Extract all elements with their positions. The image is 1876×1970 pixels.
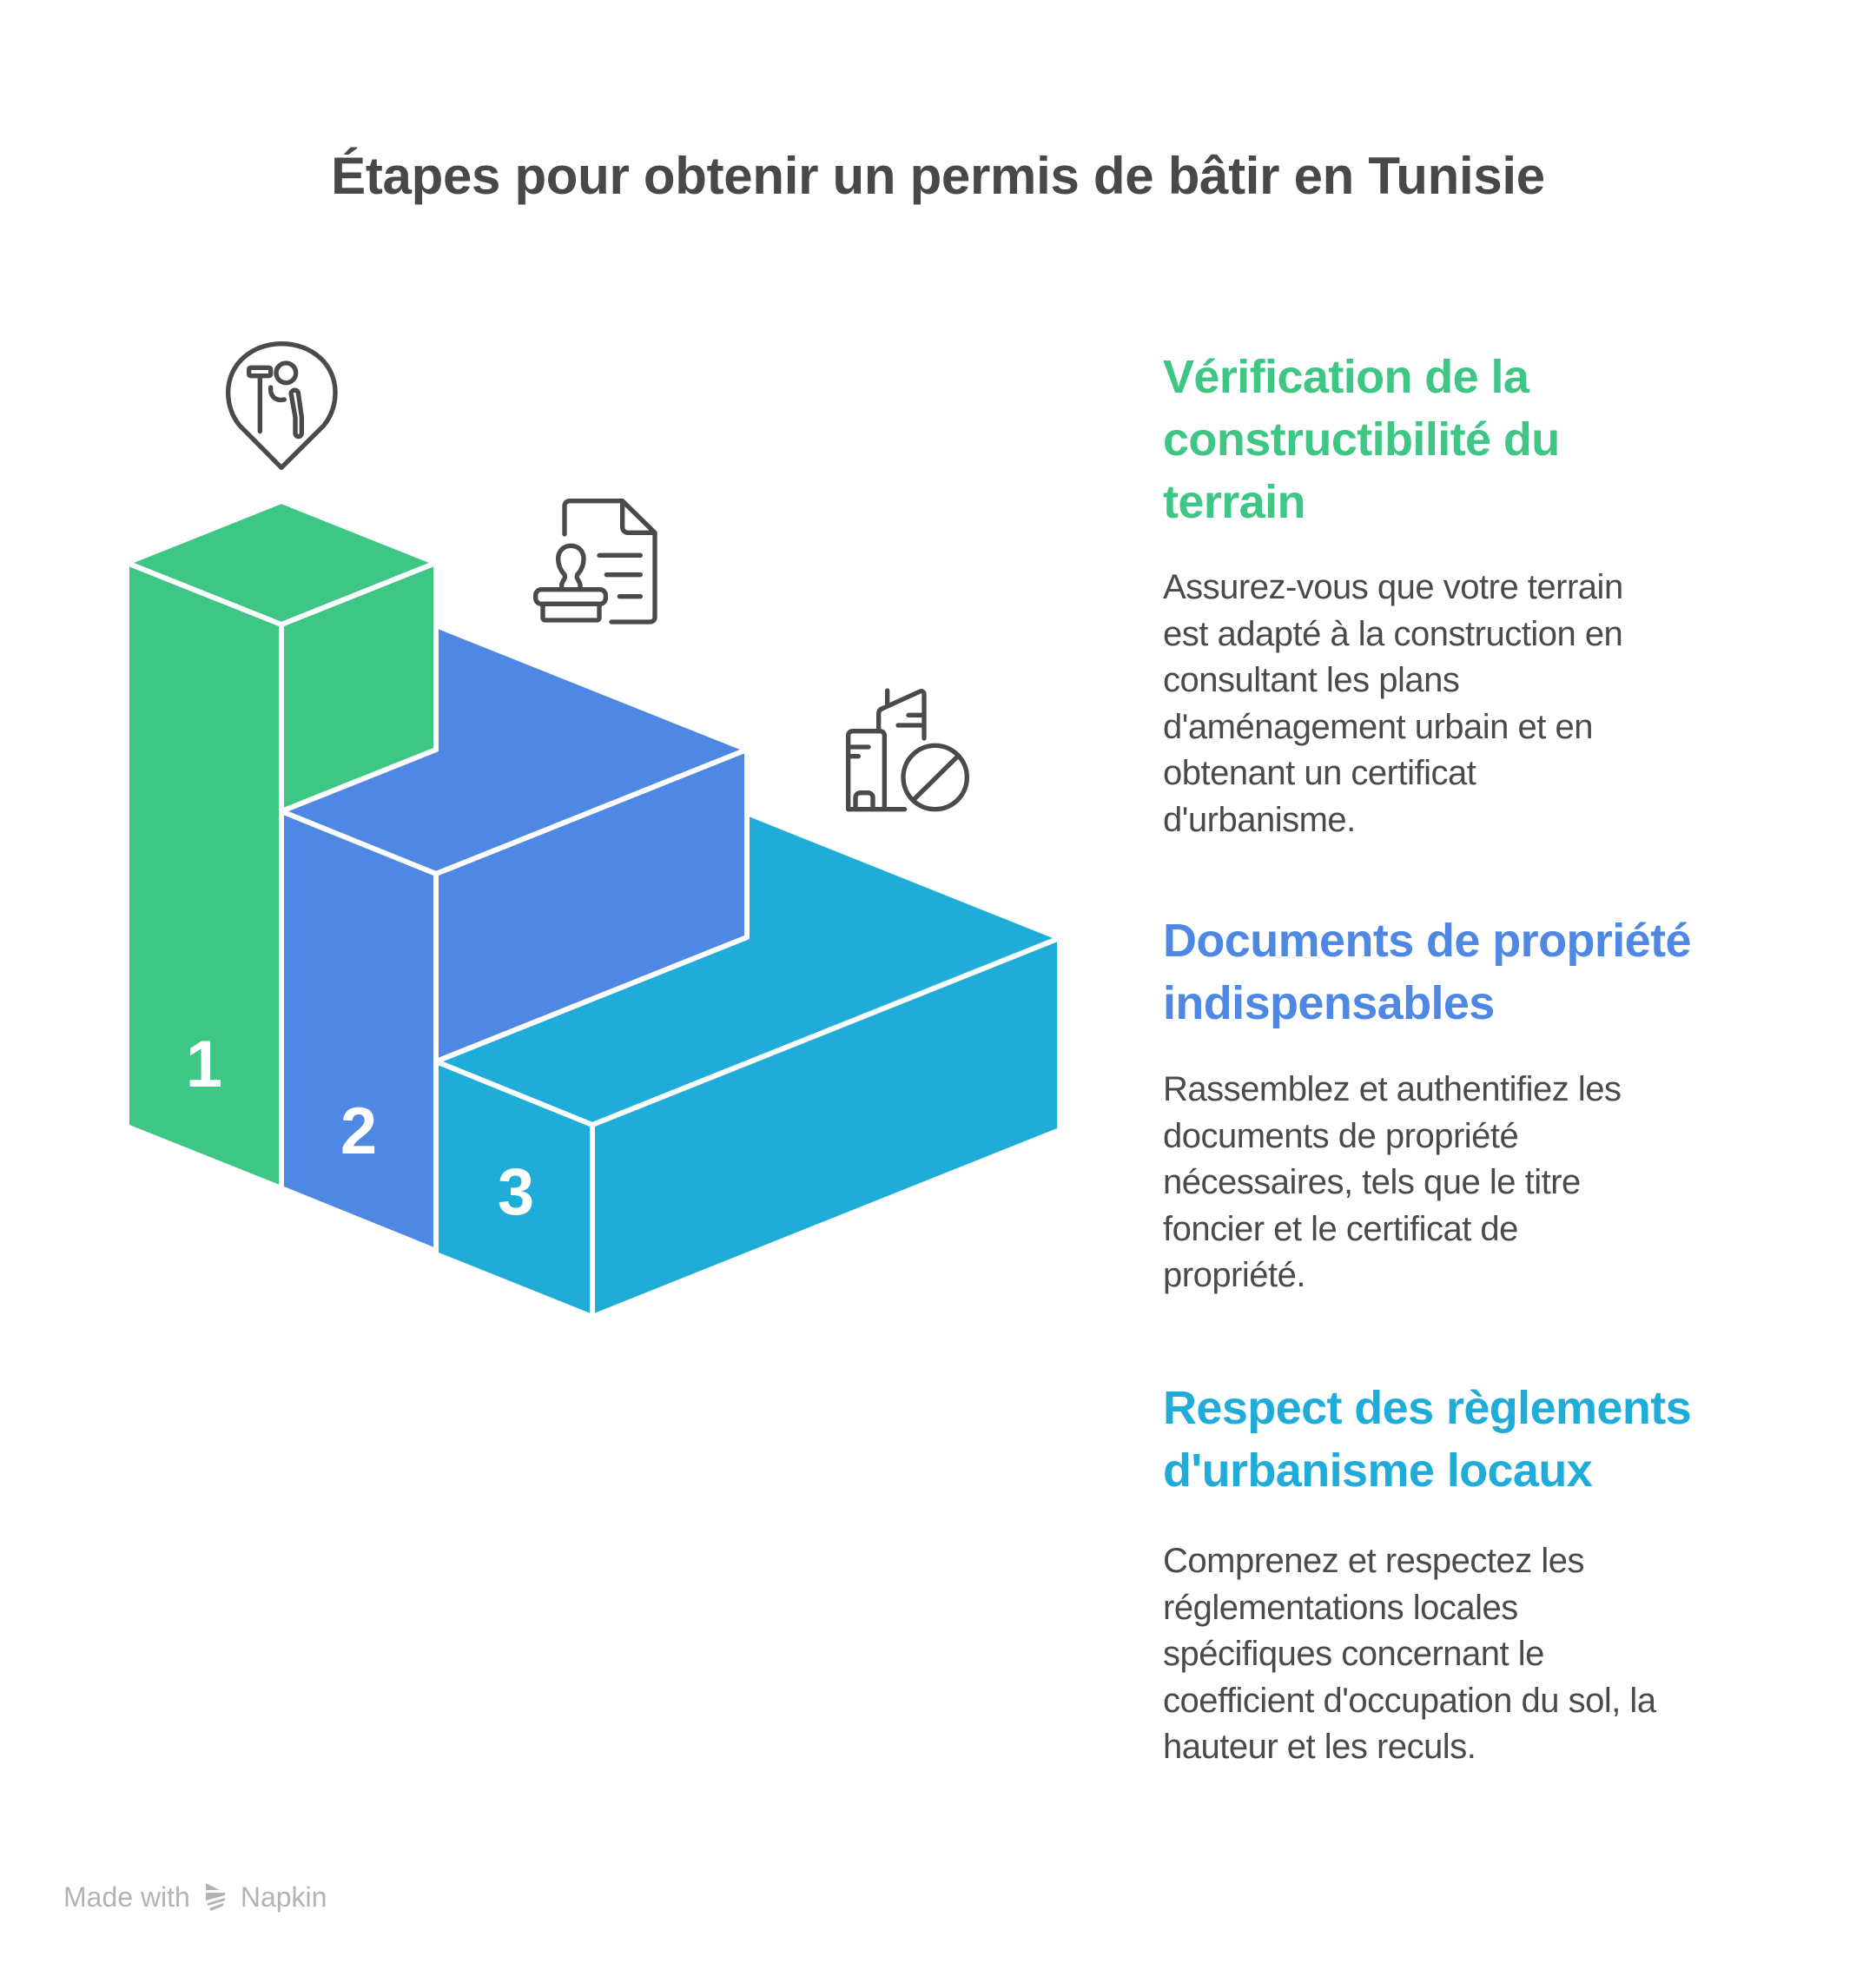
- step-1-heading: [1163, 346, 1823, 533]
- step-2-number: 2: [340, 1094, 378, 1168]
- step-2-left-face: [281, 811, 436, 1251]
- step-3-description-line: réglementations locales: [1163, 1588, 1518, 1627]
- step-1-description-line: d'urbanisme.: [1163, 800, 1356, 839]
- surveyor-location-pin-icon: [208, 330, 365, 486]
- step-1-heading-line: Vérification de la: [1163, 351, 1529, 403]
- step-1-heading-line: terrain: [1163, 476, 1305, 528]
- napkin-brand-label: Napkin: [240, 1881, 327, 1913]
- step-3-description-line: Comprenez et respectez les: [1163, 1542, 1585, 1580]
- step-1-description-line: est adapté à la construction en: [1163, 614, 1623, 653]
- step-2-heading-line: indispensables: [1163, 977, 1495, 1029]
- step-3-description-line: hauteur et les reculs.: [1163, 1728, 1476, 1766]
- step-2-description: [1163, 1067, 1823, 1299]
- step-3-description-line: coefficient d'occupation du sol, la: [1163, 1681, 1656, 1720]
- page-title: Étapes pour obtenir un permis de bâtir en Tunisie: [331, 147, 1545, 205]
- step-2-description-line: propriété.: [1163, 1256, 1305, 1294]
- step-2-heading: [1163, 909, 1823, 1035]
- step-2-description-line: foncier et le certificat de: [1163, 1209, 1518, 1248]
- made-with-label: Made with: [63, 1881, 190, 1913]
- step-3-description-line: spécifiques concernant le: [1163, 1635, 1544, 1673]
- step-1-description-line: d'aménagement urbain et en: [1163, 707, 1593, 746]
- step-3-description: [1163, 1538, 1823, 1771]
- step-1-number: 1: [185, 1028, 223, 1101]
- step-1-description-line: obtenant un certificat: [1163, 754, 1476, 792]
- step-2-heading-line: Documents de propriété: [1163, 915, 1691, 967]
- step-3-heading-line: d'urbanisme locaux: [1163, 1444, 1593, 1497]
- step-1-description-line: consultant les plans: [1163, 661, 1460, 699]
- step-2-description-line: documents de propriété: [1163, 1116, 1519, 1155]
- step-3-heading: [1163, 1377, 1823, 1502]
- step-1-description: [1163, 565, 1823, 843]
- stamped-document-icon: [521, 486, 669, 634]
- made-with-napkin-footer[interactable]: [63, 1880, 327, 1914]
- building-prohibited-icon: [834, 678, 981, 825]
- step-2-description-line: nécessaires, tels que le titre: [1163, 1163, 1581, 1201]
- napkin-logo-icon: [202, 1881, 228, 1913]
- step-1-description-line: Assurez-vous que votre terrain: [1163, 568, 1623, 606]
- step-3-heading-line: Respect des règlements: [1163, 1382, 1692, 1434]
- step-2-description-line: Rassemblez et authentifiez les: [1163, 1070, 1622, 1108]
- step-3-number: 3: [497, 1155, 535, 1229]
- step-1-heading-line: constructibilité du: [1163, 413, 1560, 466]
